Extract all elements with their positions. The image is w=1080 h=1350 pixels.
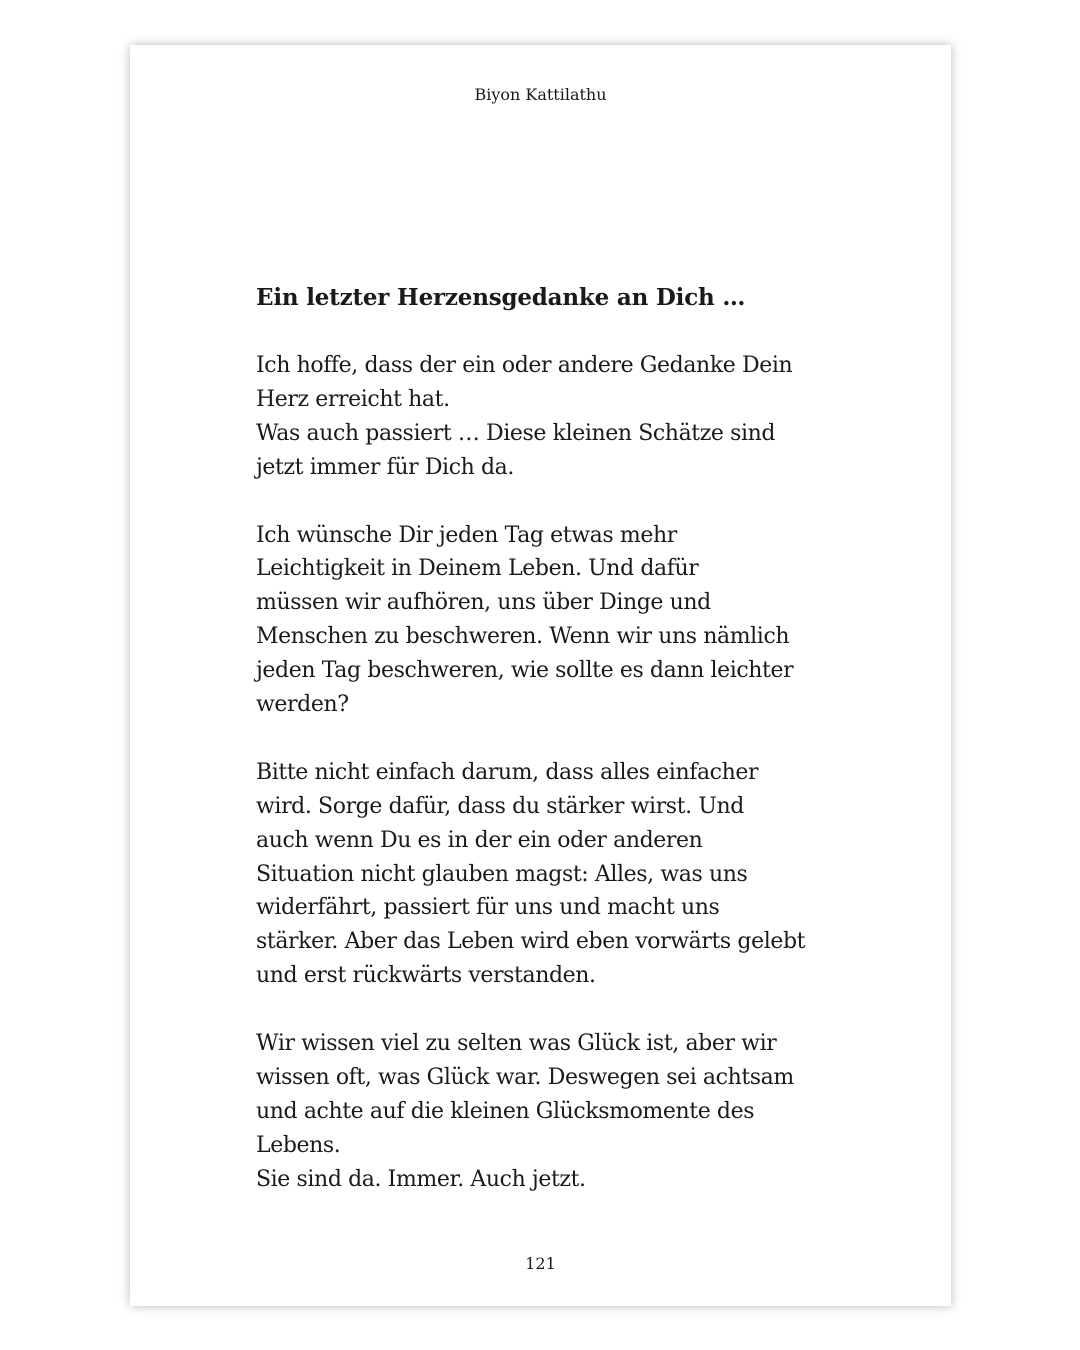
text-line: Ich hoffe, dass der ein oder andere Gedanke Dein [256,353,793,378]
text-line: jetzt immer für Dich da. [256,454,514,480]
text-line: stärker. Aber das Leben wird eben vorwärts gelebt [256,929,806,955]
text-line: müssen wir aufhören, uns über Dinge und [256,590,711,616]
paragraph [256,349,816,485]
text-line: Situation nicht glauben magst: Alles, was uns [256,861,748,887]
paragraph [256,1027,816,1197]
text-line: widerfährt, passiert für uns und macht uns [256,895,720,921]
paragraph [256,519,816,722]
text-line: wissen oft, was Glück war. Deswegen sei achtsam [256,1064,794,1090]
text-line: und achte auf die kleinen Glücksmomente des [256,1098,755,1124]
book-page [130,45,951,1306]
text-line: werden? [256,692,349,718]
text-line: Bitte nicht einfach darum, dass alles einfacher [256,759,759,785]
running-head-author: Biyon Kattilathu [474,85,607,104]
text-line: Leichtigkeit in Deinem Leben. Und dafür [256,556,699,582]
chapter-body [256,281,816,1231]
page-number: 121 [525,1254,556,1273]
text-line: Herz erreicht hat. [256,386,450,412]
text-line: jeden Tag beschweren, wie sollte es dann leichter [256,658,794,684]
paragraph [256,756,816,993]
text-line: wird. Sorge dafür, dass du stärker wirst. Und [256,793,744,819]
text-line: Lebens. [256,1132,341,1158]
text-line: auch wenn Du es in der ein oder anderen [256,827,703,853]
text-line: Wir wissen viel zu selten was Glück ist, aber wir [256,1031,777,1057]
text-line: Ich wünsche Dir jeden Tag etwas mehr [256,522,677,548]
text-line: Sie sind da. Immer. Auch jetzt. [256,1166,586,1192]
text-line: Menschen zu beschweren. Wenn wir uns nämlich [256,624,790,650]
chapter-title: Ein letzter Herzensgedanke an Dich … [256,284,746,311]
text-line: Was auch passiert … Diese kleinen Schätze sind [256,420,776,446]
text-line: und erst rückwärts verstanden. [256,963,596,989]
